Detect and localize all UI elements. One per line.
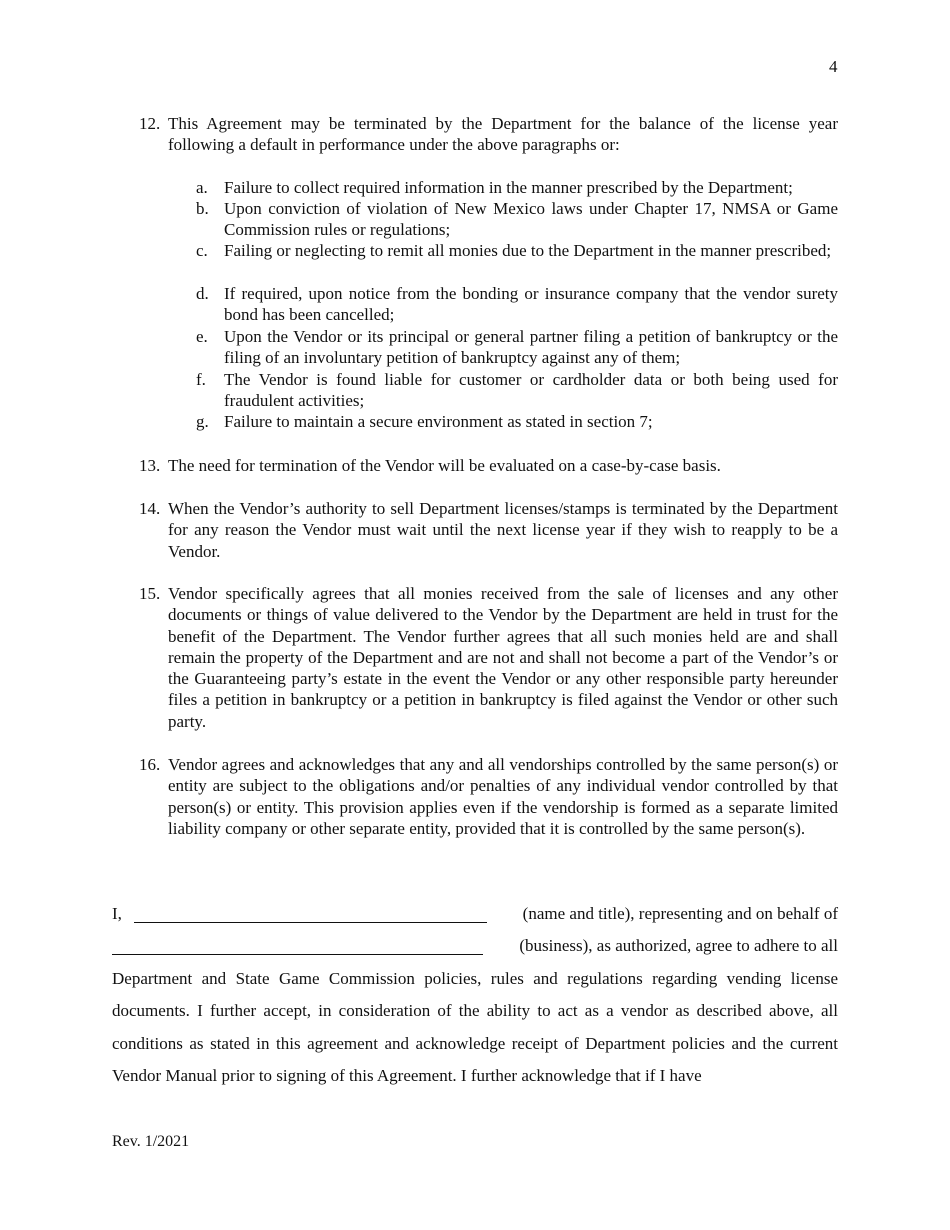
name-title-label: (name and title), representing and on behalf of: [522, 904, 838, 923]
term-text: Vendor specifically agrees that all monies received from the sale of licenses and any other documents or things of value delivered to the Vendor by the Department are held in trust for the benefit of the Department. The Vendor further agrees that all such monies held are and shall remain the property of the Department and are not and shall not become a part of the Vendor’s or the Guaranteeing party’s estate in the event the Vendor or any other responsible party hereunder files a petition in bankruptcy or a petition in bankruptcy is filed against the Vendor or other such party.: [168, 584, 838, 731]
condition-text: Upon the Vendor or its principal or general partner filing a petition of bankruptcy or the filing of an involuntary petition of bankruptcy against any of them;: [224, 327, 838, 368]
condition-letter: b.: [196, 199, 209, 218]
term-text: This Agreement may be terminated by the Department for the balance of the license year following a default in performance under the above paragraphs or:: [168, 114, 838, 155]
business-blank[interactable]: [112, 930, 483, 955]
business-label: (business), as authorized, agree to adhere to all: [519, 936, 838, 955]
page-number: 4: [829, 57, 838, 76]
condition-text: Failure to maintain a secure environment as stated in section 7;: [224, 412, 653, 431]
term-text: When the Vendor’s authority to sell Department licenses/stamps is terminated by the Department for any reason the Vendor must wait until the next license year if they wish to reapply to be a Vendor.: [168, 499, 838, 561]
term-number: 15.: [139, 584, 161, 603]
condition-text: Failure to collect required information in the manner prescribed by the Department;: [224, 178, 793, 197]
term-number: 13.: [139, 456, 161, 475]
signature-business-line: [112, 930, 838, 962]
condition-letter: a.: [196, 178, 208, 197]
signature-prefix: I,: [112, 904, 122, 923]
condition-letter: g.: [196, 412, 209, 431]
condition-text: If required, upon notice from the bonding or insurance company that the vendor surety bond has been cancelled;: [224, 284, 838, 325]
condition-text: Upon conviction of violation of New Mexico laws under Chapter 17, NMSA or Game Commission rules or regulations;: [224, 199, 838, 240]
condition-letter: c.: [196, 241, 208, 260]
term-number: 12.: [139, 114, 161, 133]
condition-text: Failing or neglecting to remit all monies due to the Department in the manner prescribed;: [224, 241, 832, 260]
condition-letter: f.: [196, 370, 206, 389]
revision-footer: Rev. 1/2021: [112, 1133, 190, 1150]
term-text: Vendor agrees and acknowledges that any and all vendorships controlled by the same person(s) or entity are subject to the obligations and/or penalties of any individual vendor controlled by that person(s) or entity. This provision applies even if the vendorship is formed as a separate limited liability company or other separate entity, provided that it is controlled by the same person(s).: [168, 755, 838, 838]
condition-text: The Vendor is found liable for customer or cardholder data or both being used for fraudulent activities;: [224, 370, 838, 411]
signature-name-line: [112, 898, 838, 930]
term-text: The need for termination of the Vendor will be evaluated on a case-by-case basis.: [168, 456, 721, 475]
term-number: 16.: [139, 755, 161, 774]
condition-letter: d.: [196, 284, 209, 303]
term-number: 14.: [139, 499, 161, 518]
condition-letter: e.: [196, 327, 208, 346]
closing-paragraph: Department and State Game Commission policies, rules and regulations regarding vending license documents. I further accept, in consideration of the ability to act as a vendor as described above, all conditions as stated in this agreement and acknowledge receipt of Department policies and the current Vendor Manual prior to signing of this Agreement. I further acknowledge that if I have: [112, 969, 838, 1085]
name-title-blank[interactable]: [134, 898, 487, 923]
